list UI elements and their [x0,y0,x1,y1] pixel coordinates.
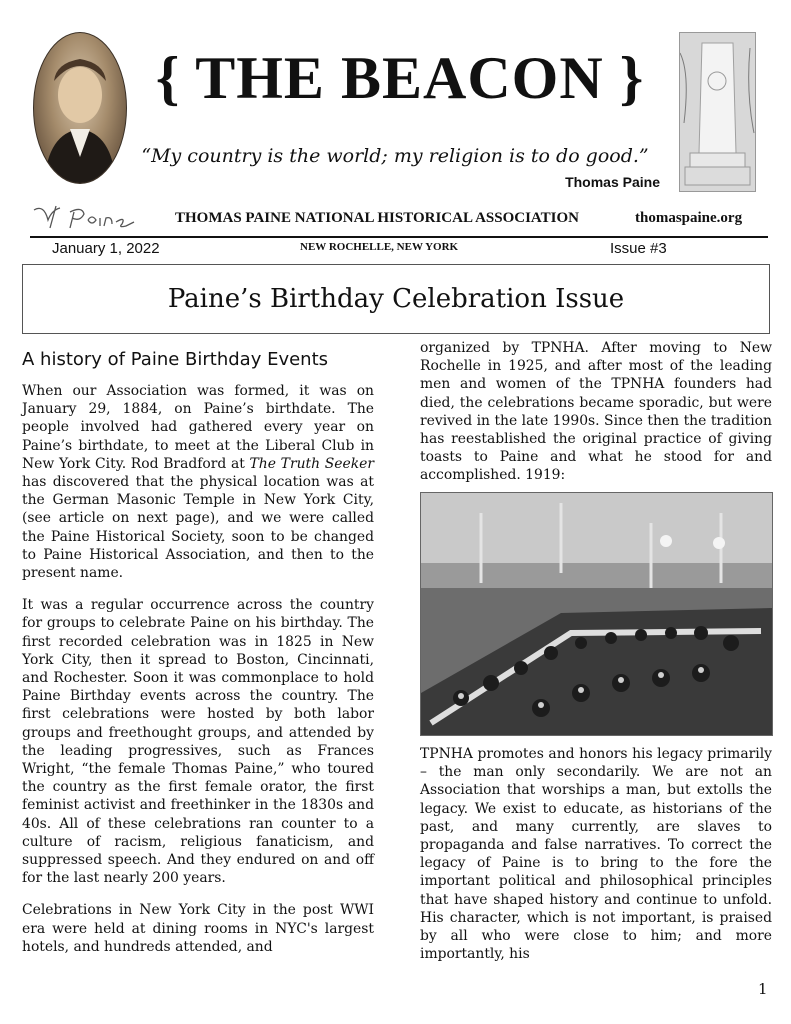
issue-date: January 1, 2022 [52,240,160,257]
paragraph-3: Celebrations in New York City in the post WWI era were held at dining rooms in NYC's largest hotels, and hundreds attended, and [22,902,374,955]
article-column-right-top [420,339,772,499]
issue-location: NEW ROCHELLE, NEW YORK [300,241,459,253]
thomas-paine-portrait [33,32,127,184]
masthead-quote: “My country is the world; my religion is to do good.” [141,145,649,167]
issue-number: Issue #3 [610,240,667,257]
article-column-left [22,382,374,970]
banquet-1919-photo [420,492,773,736]
article-column-right-bottom [420,745,772,977]
truth-seeker-title: The Truth Seeker [249,455,374,472]
masthead-divider [30,236,768,238]
paine-signature [30,200,140,234]
paragraph-5: TPNHA promotes and honors his legacy primarily – the man only secondarily. We are not an Association that worships a man, but extolls the legacy. We exist to educate, as historians of the past, and many currently, are slaves to propaganda and false narratives. To correct the legacy of Paine is to bring to the fore the important political and philosophical principles that have shaped history and continue to unfold. His character, which is not important, is praised by all who were close to him; and more importantly, his [420,746,772,963]
issue-banner [22,264,770,334]
newsletter-title: { THE BEACON } [155,45,645,111]
paragraph-2: It was a regular occurrence across the country for groups to celebrate Paine on his birthday. The first recorded celebration was in 1825 in New York City, then it spread to Boston, Cincinnati, and Rochester. Soon it was commonplace to hold Paine Birthday events across the country. The first celebrations were hosted by both labor groups and freethought groups, and attended by the leading progressives, such as Frances Wright, “the female Thomas Paine,” who toured the country as the first female orator, the first feminist activist and freethinker in the 1830s and 40s. All of these celebrations ran counter to a culture of racism, religious fanaticism, and suppressed speech. And they endured on and off for the last nearly 200 years. [22,597,374,887]
banner-title: Paine’s Birthday Celebration Issue [167,284,625,314]
paragraph-4: organized by TPNHA. After moving to New Rochelle in 1925, and after most of the leading men and women of the TPNHA founders had died, the celebrations became sporadic, but were revived in the late 1990s. Since then the tradition has reestablished the original practice of giving toasts to Paine and what he stood for and accomplished. 1919: [420,340,772,484]
article-heading: A history of Paine Birthday Events [22,349,329,370]
paine-monument-photo [679,32,756,192]
quote-author: Thomas Paine [565,174,660,190]
association-name: THOMAS PAINE NATIONAL HISTORICAL ASSOCIATION [175,210,579,226]
paragraph-1: When our Association was formed, it was on January 29, 1884, on Paine’s birthdate. The people involved had gathered every year on Paine’s birthdate, to meet at the Liberal Club in New York City. Rod Bradford at The Truth Seeker has discovered that the physical location was at the German Masonic Temple in New York City, (see article on next page), and we were called the Paine Historical Society, soon to be changed to Paine Historical Association, and then to the present name. [22,383,374,582]
page-number: 1 [758,980,768,998]
website-link[interactable]: thomaspaine.org [635,210,743,226]
